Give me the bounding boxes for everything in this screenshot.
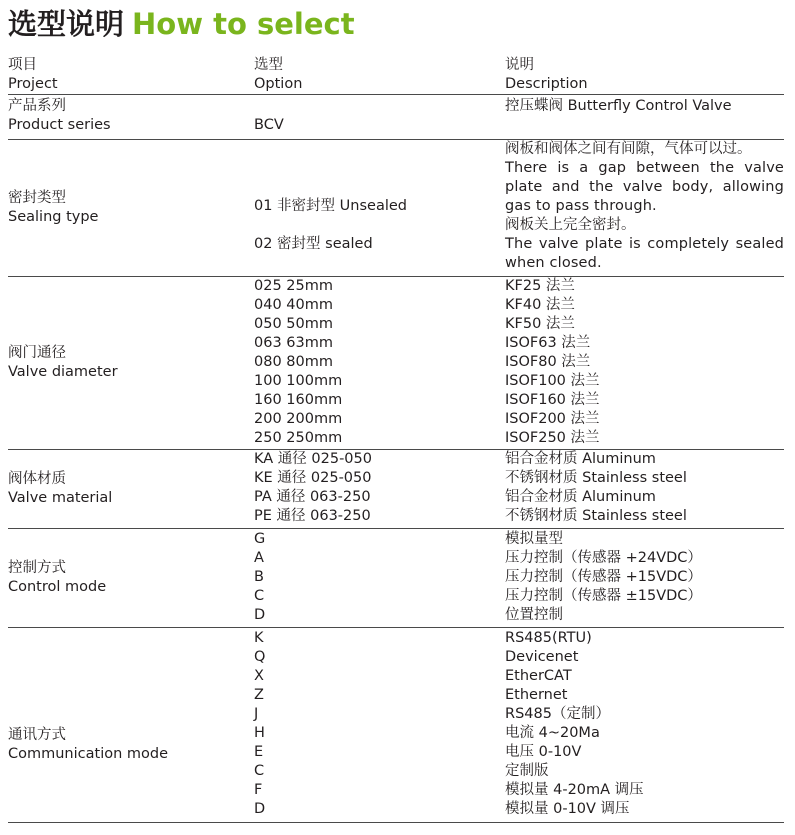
option-item: J (254, 706, 259, 722)
option-value: 01 非密封型 Unsealed (254, 198, 407, 214)
option-item: 025 25mm (254, 278, 333, 294)
option-value: 02 密封型 sealed (254, 236, 373, 252)
row-valve-material (8, 450, 784, 529)
description-item: 不锈钢材质 Stainless steel (505, 470, 687, 486)
row-label-en: Product series (8, 117, 111, 133)
option-item: H (254, 725, 265, 741)
row-label (8, 140, 248, 276)
description-item: 铝合金材质 Aluminum (505, 451, 656, 467)
option-item: D (254, 801, 266, 817)
description-item: 电流 4~20Ma (505, 725, 600, 741)
description-paragraph: There is a gap between the valve plate and the valve body, allowing gas to pass through. (505, 160, 784, 214)
header-description (505, 56, 784, 94)
description-item: 压力控制（传感器 ±15VDC） (505, 588, 702, 604)
description-line: 阀板关上完全密封。 (505, 217, 636, 233)
header-project-cn: 项目 (8, 57, 37, 73)
description-item: 模拟量型 (505, 531, 563, 547)
description-item: EtherCAT (505, 668, 572, 684)
row-sealing-type (8, 140, 784, 277)
option-item: KA 通径 025-050 (254, 451, 372, 467)
row-label-cn: 阀体材质 (8, 471, 66, 487)
description-list (505, 530, 784, 625)
option-item: 040 40mm (254, 297, 333, 313)
option-list (254, 629, 499, 819)
option-item: C (254, 588, 265, 604)
option-item: E (254, 744, 264, 760)
option-item: PA 通径 063-250 (254, 489, 371, 505)
row-label-en: Valve material (8, 490, 113, 506)
header-project-en: Project (8, 76, 58, 92)
option-item: C (254, 763, 265, 779)
description-item: 电压 0-10V (505, 744, 582, 760)
option-item: Q (254, 649, 266, 665)
description-item: ISOF63 法兰 (505, 335, 591, 351)
description-item: KF25 法兰 (505, 278, 575, 294)
description-item: 模拟量 0-10V 调压 (505, 801, 630, 817)
row-label-cn: 密封类型 (8, 190, 66, 206)
option-value: BCV (254, 117, 284, 133)
row-label-cn: 控制方式 (8, 560, 66, 576)
description-item: ISOF250 法兰 (505, 430, 600, 446)
description-item: 压力控制（传感器 +15VDC） (505, 569, 702, 585)
option-list (254, 450, 499, 526)
option-item: 160 160mm (254, 392, 343, 408)
sealing-description (505, 140, 784, 273)
selection-table (8, 56, 784, 823)
option-item: 250 250mm (254, 430, 343, 446)
row-label (8, 97, 248, 135)
option-item: 080 80mm (254, 354, 333, 370)
option-item: D (254, 607, 266, 623)
description-item: KF50 法兰 (505, 316, 575, 332)
row-label-en: Control mode (8, 579, 107, 595)
row-label (8, 628, 248, 822)
description-value: 控压蝶阀 Butterfly Control Valve (505, 98, 732, 114)
description-item: 压力控制（传感器 +24VDC） (505, 550, 702, 566)
header-option (254, 56, 499, 94)
row-label-cn: 阀门通径 (8, 345, 66, 361)
description-list (505, 277, 784, 448)
header-desc-cn: 说明 (505, 57, 534, 73)
header-desc-en: Description (505, 76, 588, 92)
description-item: 铝合金材质 Aluminum (505, 489, 656, 505)
option-item: B (254, 569, 264, 585)
option-item: 063 63mm (254, 335, 333, 351)
row-label (8, 277, 248, 449)
header-option-en: Option (254, 76, 303, 92)
title-chinese: 选型说明 (8, 7, 125, 41)
title-english: How to select (132, 7, 355, 41)
row-label (8, 450, 248, 528)
option-item: KE 通径 025-050 (254, 470, 372, 486)
description-item: Ethernet (505, 687, 568, 703)
description-item: ISOF200 法兰 (505, 411, 600, 427)
row-valve-diameter (8, 277, 784, 450)
description-list (505, 450, 784, 526)
row-label-en: Sealing type (8, 209, 99, 225)
row-label (8, 529, 248, 627)
option-item: 050 50mm (254, 316, 333, 332)
header-option-cn: 选型 (254, 57, 283, 73)
row-label-en: Valve diameter (8, 364, 118, 380)
row-control-mode (8, 529, 784, 628)
description-item: RS485(RTU) (505, 630, 592, 646)
description-item: 位置控制 (505, 607, 563, 623)
description-item: 定制版 (505, 763, 549, 779)
option-item: K (254, 630, 264, 646)
option-list (254, 530, 499, 625)
option-item: A (254, 550, 264, 566)
description-item: 不锈钢材质 Stainless steel (505, 508, 687, 524)
description-item: RS485（定制） (505, 706, 610, 722)
option-item: X (254, 668, 264, 684)
description-list (505, 629, 784, 819)
table-header (8, 56, 784, 95)
option-item: PE 通径 063-250 (254, 508, 371, 524)
option-item: 200 200mm (254, 411, 343, 427)
header-project (8, 56, 248, 94)
description-item: ISOF100 法兰 (505, 373, 600, 389)
option-item: Z (254, 687, 264, 703)
option-item: 100 100mm (254, 373, 343, 389)
description-item: ISOF80 法兰 (505, 354, 591, 370)
description-line: 阀板和阀体之间有间隙，气体可以过。 (505, 141, 752, 157)
description-item: KF40 法兰 (505, 297, 575, 313)
row-product-series (8, 95, 784, 140)
page-title (8, 6, 355, 42)
option-list (254, 277, 499, 448)
description-paragraph: The valve plate is completely sealed when closed. (505, 236, 784, 271)
option-item: F (254, 782, 263, 798)
row-label-en: Communication mode (8, 746, 169, 762)
description-item: 模拟量 4-20mA 调压 (505, 782, 644, 798)
row-communication-mode (8, 628, 784, 823)
description-item: ISOF160 法兰 (505, 392, 600, 408)
description-item: Devicenet (505, 649, 579, 665)
option-item: G (254, 531, 266, 547)
row-label-cn: 通讯方式 (8, 727, 66, 743)
row-label-cn: 产品系列 (8, 98, 66, 114)
